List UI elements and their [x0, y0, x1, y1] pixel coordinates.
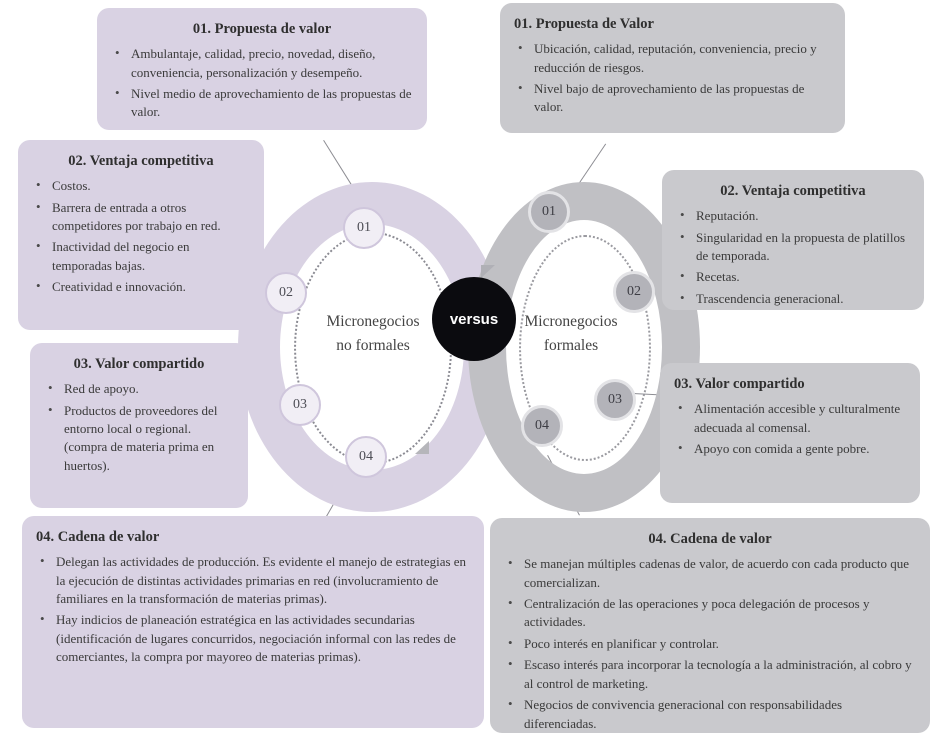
- arrow-marker-top-icon: [481, 265, 495, 278]
- card-right-01-bullets: [514, 40, 831, 117]
- left-node-04[interactable]: [345, 436, 387, 478]
- list-item: • Creatividad e innovación.: [32, 278, 250, 296]
- right-node-04-label: 04: [535, 418, 549, 433]
- card-left-ventaja-competitiva: [18, 140, 264, 330]
- card-left-cadena-de-valor: [22, 516, 484, 728]
- list-item: • Barrera de entrada a otros competidores por trabajo en red.: [32, 199, 250, 236]
- card-left-04-title: 04. Cadena de valor: [36, 529, 160, 545]
- left-node-01-label: 01: [357, 220, 371, 235]
- versus-label: versus: [449, 310, 499, 328]
- list-item: • Inactividad del negocio en temporadas bajas.: [32, 238, 250, 275]
- right-node-04[interactable]: [521, 405, 563, 447]
- list-item: • Ambulantaje, calidad, precio, novedad, diseño, conveniencia, personalización y desempeño.: [111, 45, 413, 82]
- right-node-03[interactable]: [594, 379, 636, 421]
- list-item: • Delegan las actividades de producción. Es evidente el manejo de estrategias en la ejecución de distintas actividades primarias en red (involucramiento de familiares en la transformación de materias primas).: [36, 553, 470, 608]
- card-right-02-bullets: [676, 207, 910, 308]
- list-item: • Trascendencia generacional.: [676, 290, 910, 308]
- card-right-ventaja-competitiva: [662, 170, 924, 310]
- card-left-valor-compartido: [30, 343, 248, 508]
- list-item: • Singularidad en la propuesta de platillos de temporada.: [676, 229, 910, 266]
- card-left-01-title: 01. Propuesta de valor: [192, 21, 332, 37]
- card-right-02-title: 02. Ventaja competitiva: [720, 183, 866, 199]
- list-item: • Se manejan múltiples cadenas de valor, de acuerdo con cada producto que comercializan.: [504, 555, 916, 592]
- card-left-04-bullets: [36, 553, 470, 667]
- card-left-03-bullets: [44, 380, 234, 475]
- card-left-propuesta-de-valor: [97, 8, 427, 130]
- right-node-01[interactable]: [528, 191, 570, 233]
- right-ring-label: [500, 310, 642, 358]
- list-item: • Reputación.: [676, 207, 910, 225]
- list-item: • Escaso interés para incorporar la tecnología a la administración, al cobro y al control de marketing.: [504, 656, 916, 693]
- versus-badge: [432, 277, 516, 361]
- card-right-03-bullets: [674, 400, 906, 458]
- card-left-01-bullets: [111, 45, 413, 122]
- list-item: • Hay indicios de planeación estratégica en las actividades secundarias (identificación de lugares concurridos, negociación informal con las redes de comerciantes, la compra por mayoreo de materias primas).: [36, 611, 470, 666]
- list-item: • Ubicación, calidad, reputación, conveniencia, precio y reducción de riesgos.: [514, 40, 831, 77]
- card-right-propuesta-de-valor: [500, 3, 845, 133]
- list-item: • Alimentación accesible y culturalmente adecuada al comensal.: [674, 400, 906, 437]
- right-ring-label-line2: formales: [543, 337, 599, 355]
- card-right-cadena-de-valor: [490, 518, 930, 733]
- card-left-02-title: 02. Ventaja competitiva: [68, 153, 214, 169]
- arrow-marker-bottom-icon: [415, 441, 429, 454]
- right-ring-label-line1: Micronegocios: [524, 313, 618, 330]
- left-ring-label-line2: no formales: [336, 337, 410, 355]
- list-item: • Negocios de convivencia generacional con responsabilidades diferenciadas.: [504, 696, 916, 733]
- list-item: • Recetas.: [676, 268, 910, 286]
- connector-line-left-01: [323, 140, 355, 190]
- card-right-04-title: 04. Cadena de valor: [648, 531, 772, 547]
- card-right-valor-compartido: [660, 363, 920, 503]
- left-node-03-label: 03: [293, 397, 307, 412]
- card-right-01-title: 01. Propuesta de Valor: [514, 16, 654, 32]
- right-node-02[interactable]: [613, 271, 655, 313]
- left-node-02[interactable]: [265, 272, 307, 314]
- list-item: • Costos.: [32, 177, 250, 195]
- left-node-02-label: 02: [279, 285, 293, 300]
- list-item: • Nivel bajo de aprovechamiento de las propuestas de valor.: [514, 80, 831, 117]
- left-ring-label-line1: Micronegocios: [326, 313, 420, 330]
- card-left-02-bullets: [32, 177, 250, 297]
- left-node-04-label: 04: [359, 449, 373, 464]
- left-ring-label: [302, 310, 444, 358]
- list-item: • Red de apoyo.: [44, 380, 234, 398]
- list-item: • Centralización de las operaciones y poca delegación de procesos y actividades.: [504, 595, 916, 632]
- card-left-03-title: 03. Valor compartido: [73, 356, 205, 372]
- card-right-04-bullets: [504, 555, 916, 733]
- card-right-03-title: 03. Valor compartido: [674, 376, 805, 392]
- right-node-03-label: 03: [608, 392, 622, 407]
- list-item: • Nivel medio de aprovechamiento de las propuestas de valor.: [111, 85, 413, 122]
- list-item: • Productos de proveedores del entorno local o regional. (compra de materia prima en huertos).: [44, 402, 234, 476]
- list-item: • Poco interés en planificar y controlar.: [504, 635, 916, 653]
- right-node-01-label: 01: [542, 204, 556, 219]
- left-node-03[interactable]: [279, 384, 321, 426]
- left-node-01[interactable]: [343, 207, 385, 249]
- right-node-02-label: 02: [627, 284, 641, 299]
- list-item: • Apoyo con comida a gente pobre.: [674, 440, 906, 458]
